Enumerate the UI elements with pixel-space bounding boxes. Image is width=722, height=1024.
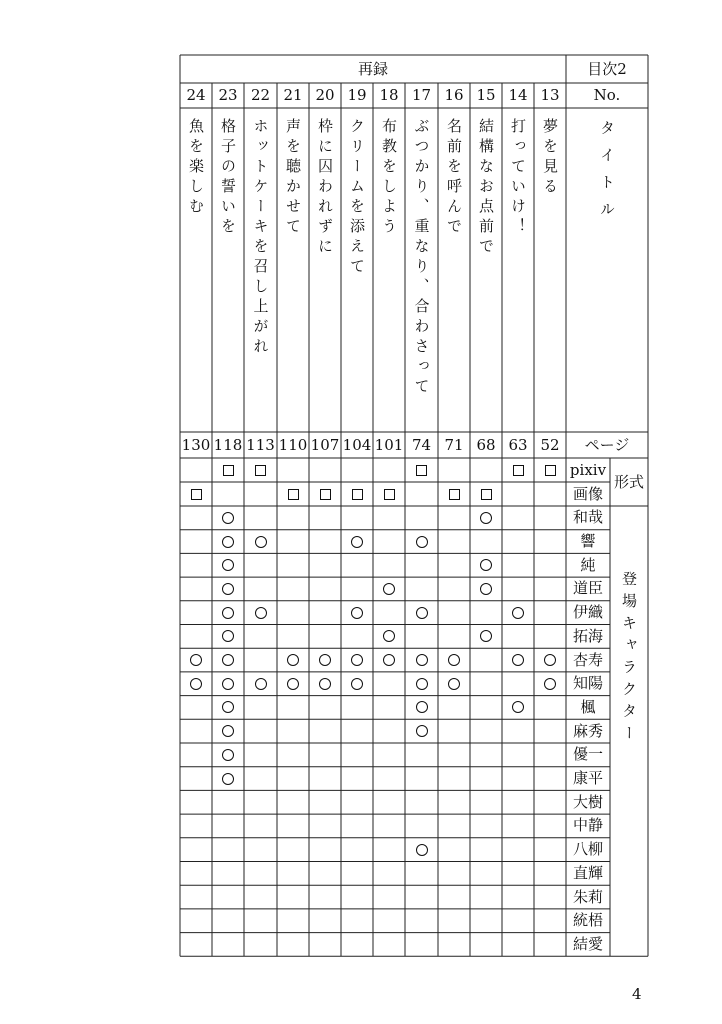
appearance-mark (405, 672, 438, 696)
appearance-mark (405, 719, 438, 743)
appearance-mark (212, 577, 244, 601)
page-number: 4 (632, 985, 642, 1003)
appearance-mark (277, 672, 309, 696)
character-name: 康平 (572, 769, 603, 788)
appearance-mark (212, 696, 244, 720)
appearance-mark (405, 530, 438, 554)
character-name: 響 (580, 532, 596, 551)
work-title: 打っていけ！ (509, 118, 527, 238)
work-page: 63 (508, 435, 528, 454)
work-no: 23 (218, 86, 238, 104)
appearance-mark (405, 838, 438, 862)
appearance-mark (470, 625, 502, 649)
title-label: タイトル (598, 120, 616, 228)
work-no: 19 (347, 86, 367, 104)
work-title: 魚を楽しむ (187, 118, 205, 218)
format-pixiv-mark (405, 458, 438, 482)
format-pixiv-mark (502, 458, 534, 482)
appearance-mark (438, 672, 470, 696)
work-no: 15 (476, 86, 496, 104)
characters-label: 登場キャラクター (620, 571, 638, 748)
appearance-mark (244, 601, 277, 625)
character-name: 知陽 (572, 674, 603, 693)
format-pixiv-mark (244, 458, 277, 482)
appearance-mark (341, 601, 373, 625)
appearance-mark (502, 601, 534, 625)
appearance-mark (180, 648, 212, 672)
character-name: 結愛 (572, 934, 603, 953)
work-title: 布教をしよう (380, 118, 398, 238)
work-page: 101 (374, 435, 404, 454)
format-image-mark (438, 482, 470, 506)
appearance-mark (180, 672, 212, 696)
character-name: 杏寿 (572, 650, 603, 669)
toc-header: 目次2 (587, 59, 627, 78)
appearance-mark (212, 553, 244, 577)
character-name: 楓 (580, 697, 596, 716)
appearance-mark (470, 506, 502, 530)
work-title: 声を聴かせて (284, 118, 302, 238)
work-title: 結構なお点前で (477, 118, 495, 258)
appearance-mark (212, 648, 244, 672)
appearance-mark (309, 648, 341, 672)
appearance-mark (438, 648, 470, 672)
character-name: 朱莉 (572, 887, 603, 906)
work-title: クリームを添えて (348, 118, 366, 278)
appearance-mark (212, 625, 244, 649)
appearance-mark (405, 648, 438, 672)
work-no: 17 (411, 86, 432, 104)
format-image-mark (309, 482, 341, 506)
appearance-mark (534, 672, 566, 696)
pixiv-label: pixiv (569, 460, 607, 479)
character-name: 直輝 (572, 863, 603, 882)
section-header: 再録 (357, 59, 388, 78)
work-no: 21 (283, 86, 303, 104)
appearance-mark (502, 696, 534, 720)
appearance-mark (212, 767, 244, 791)
format-image-mark (470, 482, 502, 506)
appearance-mark (212, 601, 244, 625)
appearance-mark (212, 719, 244, 743)
work-page: 74 (411, 435, 432, 454)
format-pixiv-mark (212, 458, 244, 482)
no-label: No. (593, 86, 621, 104)
appearance-mark (212, 743, 244, 767)
work-title: 名前を呼んで (445, 118, 463, 238)
appearance-mark (373, 625, 405, 649)
page-label: ページ (584, 435, 630, 454)
format-image-mark (180, 482, 212, 506)
work-title: 格子の誓いを (219, 118, 237, 238)
work-title: 夢を見る (541, 118, 559, 198)
image-label: 画像 (572, 484, 603, 503)
work-no: 13 (540, 86, 560, 104)
format-label: 形式 (613, 472, 644, 491)
appearance-mark (502, 648, 534, 672)
character-name: 統梧 (572, 911, 603, 930)
appearance-mark (534, 648, 566, 672)
character-name: 純 (580, 555, 596, 574)
appearance-mark (373, 577, 405, 601)
work-no: 18 (379, 86, 399, 104)
appearance-mark (212, 530, 244, 554)
work-page: 52 (540, 435, 560, 454)
appearance-mark (309, 672, 341, 696)
work-page: 113 (246, 435, 275, 454)
appearance-mark (341, 648, 373, 672)
appearance-mark (212, 672, 244, 696)
appearance-mark (470, 553, 502, 577)
appearance-mark (405, 601, 438, 625)
work-page: 130 (181, 435, 211, 454)
format-image-mark (277, 482, 309, 506)
appearance-mark (341, 530, 373, 554)
work-title: ホットケーキを召し上がれ (251, 118, 270, 358)
appearance-mark (244, 530, 277, 554)
format-pixiv-mark (534, 458, 566, 482)
appearance-mark (470, 577, 502, 601)
format-image-mark (373, 482, 405, 506)
character-name: 八柳 (572, 840, 603, 859)
work-no: 20 (315, 86, 335, 104)
appearance-mark (244, 672, 277, 696)
character-name: 中静 (572, 816, 603, 835)
work-page: 107 (310, 435, 340, 454)
format-image-mark (341, 482, 373, 506)
appearance-mark (405, 696, 438, 720)
character-name: 麻秀 (572, 721, 603, 740)
character-name: 和哉 (572, 508, 603, 527)
work-page: 118 (213, 435, 243, 454)
appearance-mark (341, 672, 373, 696)
work-title: ぶつかり、重なり、合わさって (412, 118, 431, 398)
work-page: 110 (278, 435, 308, 454)
appearance-mark (277, 648, 309, 672)
work-title: 枠に囚われずに (316, 118, 334, 258)
work-no: 16 (444, 86, 464, 104)
work-page: 104 (342, 435, 372, 454)
appearance-mark (212, 506, 244, 530)
character-name: 優一 (572, 745, 603, 764)
work-no: 14 (508, 86, 528, 104)
character-name: 伊織 (572, 603, 603, 622)
character-name: 道臣 (572, 579, 603, 598)
work-no: 24 (186, 86, 206, 104)
work-page: 71 (444, 435, 464, 454)
character-name: 大樹 (572, 792, 603, 811)
appearance-mark (373, 648, 405, 672)
work-page: 68 (476, 435, 496, 454)
character-name: 拓海 (572, 626, 603, 645)
work-no: 22 (250, 86, 271, 104)
